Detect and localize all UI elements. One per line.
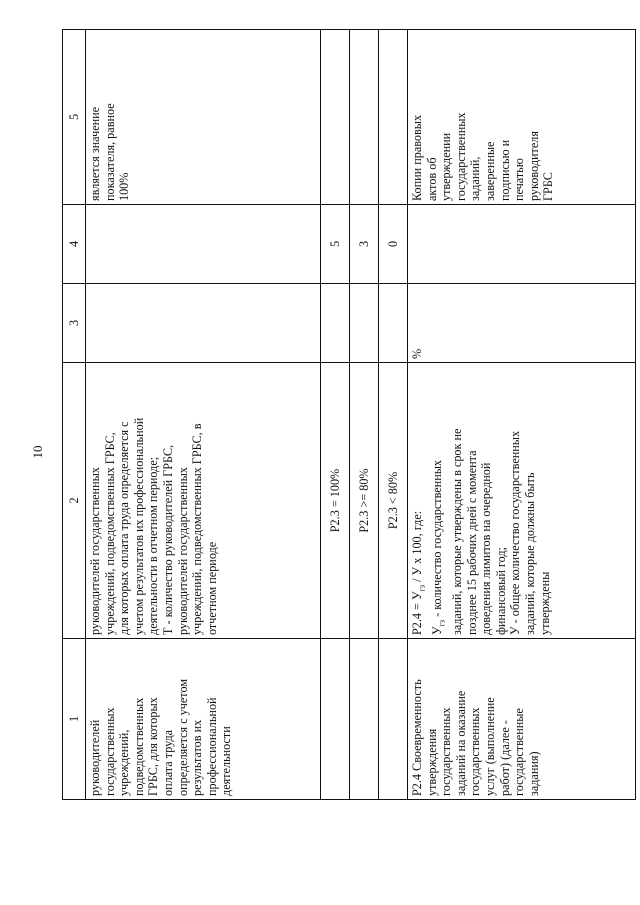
formula-subscript: гз [417,584,427,592]
definition-variable: У [430,626,445,635]
unit-cell: % [408,284,636,363]
unit-cell [379,284,408,363]
header-cell: 3 [63,284,86,363]
table-header-row [63,30,86,800]
note-cell: Копии правовых актов об утверждении государственных заданий, заверенные подписью и печатью руководителя ГРБС [408,30,636,205]
condition-cell: Р2.3 < 80% [379,363,408,639]
table-row [350,30,379,800]
unit-cell [350,284,379,363]
score-cell [408,205,636,284]
unit-cell [321,284,350,363]
formula-cell [408,363,636,639]
condition-cell: Р2.3 = 100% [321,363,350,639]
definition-text: - количество государственных заданий, которые утверждены в срок не позднее 15 рабочих дней с момента доведения лимитов на очередной финансовый год; [430,428,508,635]
header-cell: 5 [63,30,86,205]
header-cell: 2 [63,363,86,639]
indicator-name-cell [350,639,379,800]
indicator-name-cell [379,639,408,800]
table-row [321,30,350,800]
document-table-container [62,30,607,800]
formula-cell: руководителей государственных учреждений, подведомственных ГРБС, для которых оплата труда определяется с учетом результатов их профессиональной деятельности в отчетном периоде; Т - количество руководителей ГРБС, руководителей государственных учреждений, подведомственных ГРБС, в отчетном периоде [86,363,321,639]
score-cell: 5 [321,205,350,284]
formula-text: Р2.4 = У [410,591,424,635]
note-cell [350,30,379,205]
note-cell [321,30,350,205]
indicator-name-cell [321,639,350,800]
header-cell: 4 [63,205,86,284]
table-row [408,30,636,800]
note-cell [379,30,408,205]
condition-cell: Р2.3 >= 80% [350,363,379,639]
score-cell [86,205,321,284]
indicator-name-cell: руководителей государственных учреждений, подведомственных ГРБС, для которых оплата труда определяется с учетом результатов их профессиональной деятельности [86,639,321,800]
definition-text-2: У - общее количество государственных заданий, которые должны быть утверждены [508,430,552,635]
score-cell: 3 [350,205,379,284]
page-number: 10 [30,445,45,459]
formula-text-rest: / У х 100, где: [410,510,424,585]
note-cell: является значение показателя, равное 100% [86,30,321,205]
unit-cell [86,284,321,363]
definition-subscript: гз [437,619,447,627]
table-row [379,30,408,800]
score-cell: 0 [379,205,408,284]
indicator-table [62,29,636,800]
table-row [86,30,321,800]
header-cell: 1 [63,639,86,800]
indicator-name-cell: Р2.4 Своевременность утверждения государственных заданий на оказание государственных услуг (выполнение работ) (далее - государственные задания) [408,639,636,800]
